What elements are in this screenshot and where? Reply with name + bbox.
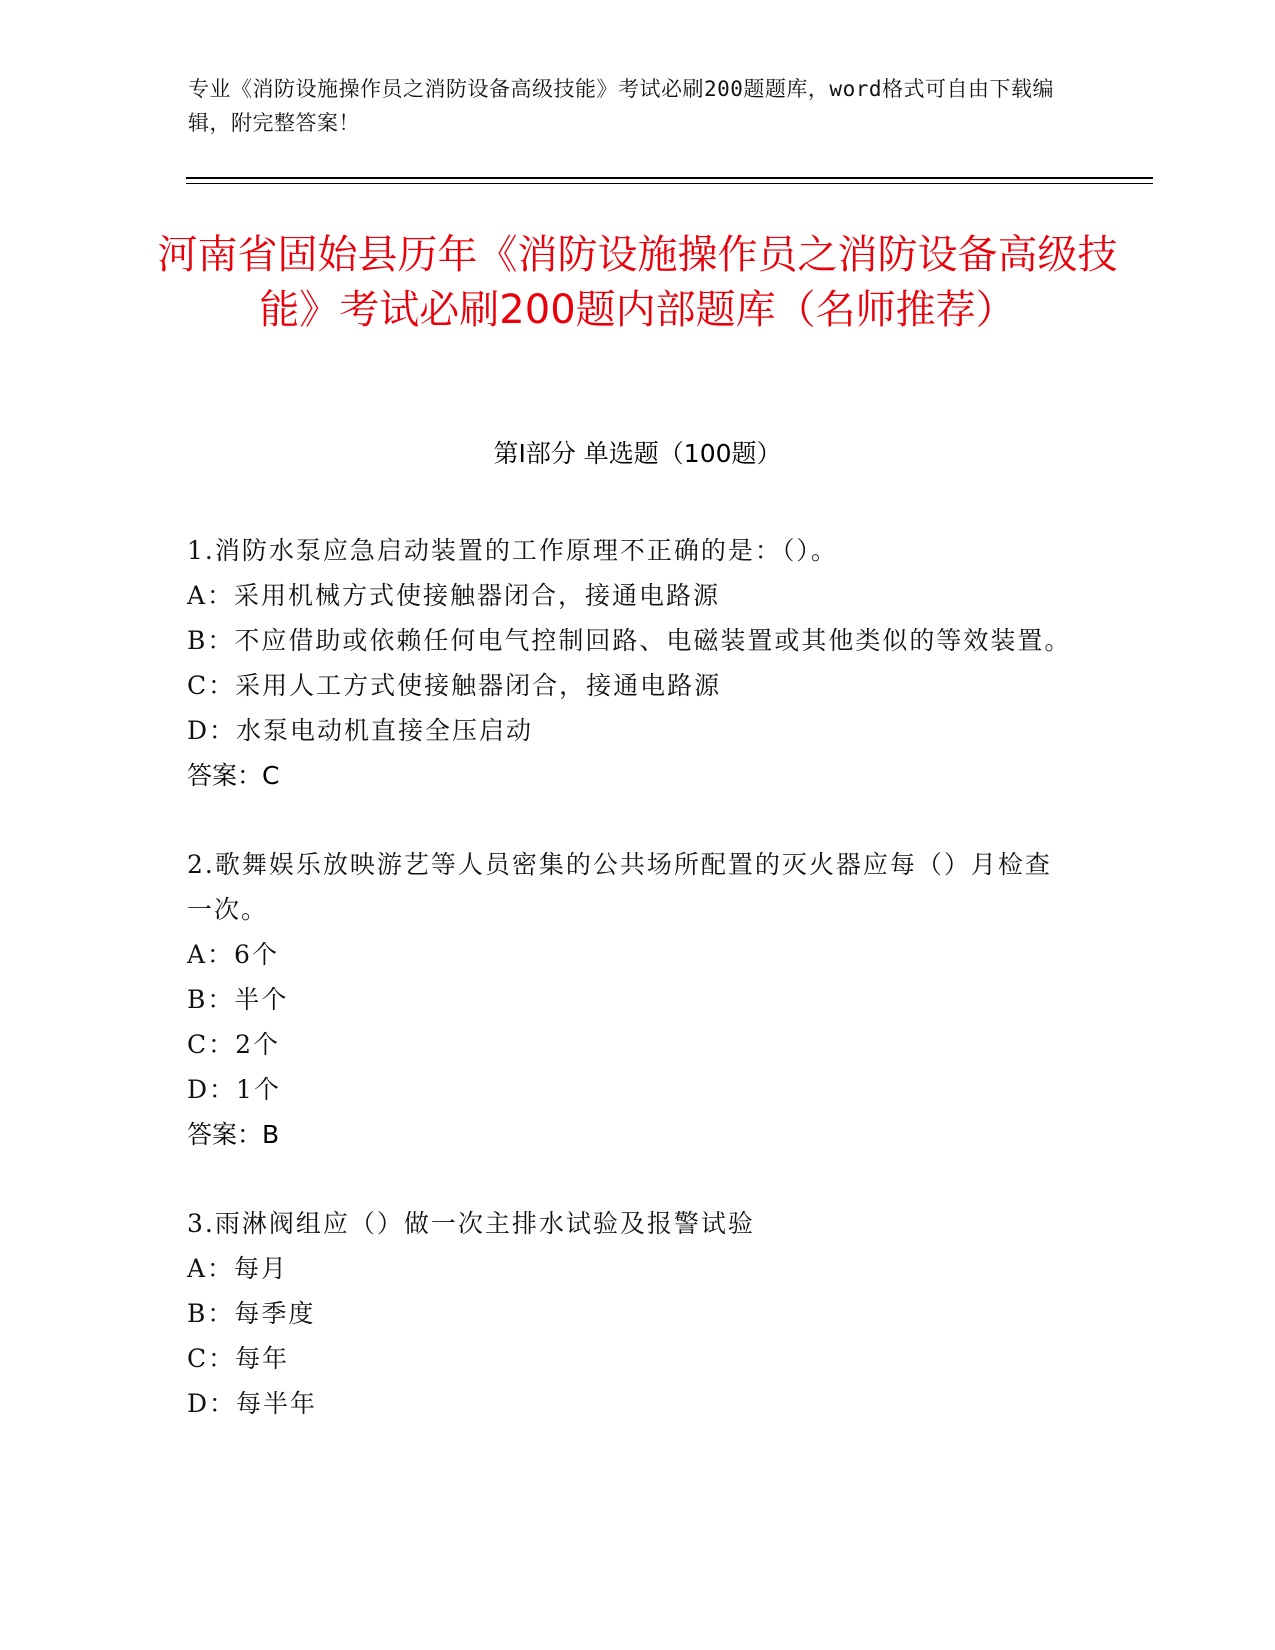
option-a: A：每月 (187, 1254, 289, 1283)
question-2 (187, 842, 1077, 1157)
option-c: C：每年 (187, 1344, 290, 1373)
question-stem: 2.歌舞娱乐放映游艺等人员密集的公共场所配置的灭火器应每（）月检查一次。 (187, 850, 1052, 924)
header-note: 专业《消防设施操作员之消防设备高级技能》考试必刷200题题库，word格式可自由下载编辑，附完整答案！ (188, 77, 1054, 135)
question-1 (187, 528, 1077, 798)
document-title: 河南省固始县历年《消防设施操作员之消防设备高级技能》考试必刷200题内部题库（名师推荐） (157, 232, 1118, 333)
answer-line: 答案：B (187, 1120, 280, 1149)
option-d: D：每半年 (187, 1389, 318, 1418)
option-a: A：6个 (187, 940, 279, 969)
header-rule-thick (186, 177, 1153, 179)
question-list (187, 528, 1077, 1470)
option-d: D：水泵电动机直接全压启动 (187, 716, 534, 745)
header-rule-thin (186, 183, 1153, 184)
question-stem: 3.雨淋阀组应（）做一次主排水试验及报警试验 (187, 1209, 755, 1238)
answer-line: 答案：C (187, 761, 280, 790)
option-b: B：不应借助或依赖任何电气控制回路、电磁装置或其他类似的等效装置。 (187, 626, 1072, 655)
option-a: A：采用机械方式使接触器闭合，接通电路源 (187, 581, 721, 610)
question-stem: 1.消防水泵应急启动装置的工作原理不正确的是：（）。 (187, 536, 838, 565)
option-b: B：半个 (187, 985, 289, 1014)
option-b: B：每季度 (187, 1299, 316, 1328)
question-3 (187, 1201, 1077, 1426)
section-heading: 第Ⅰ部分 单选题（100题） (493, 439, 782, 468)
option-c: C：采用人工方式使接触器闭合，接通电路源 (187, 671, 722, 700)
option-c: C：2个 (187, 1030, 281, 1059)
option-d: D：1个 (187, 1075, 281, 1104)
